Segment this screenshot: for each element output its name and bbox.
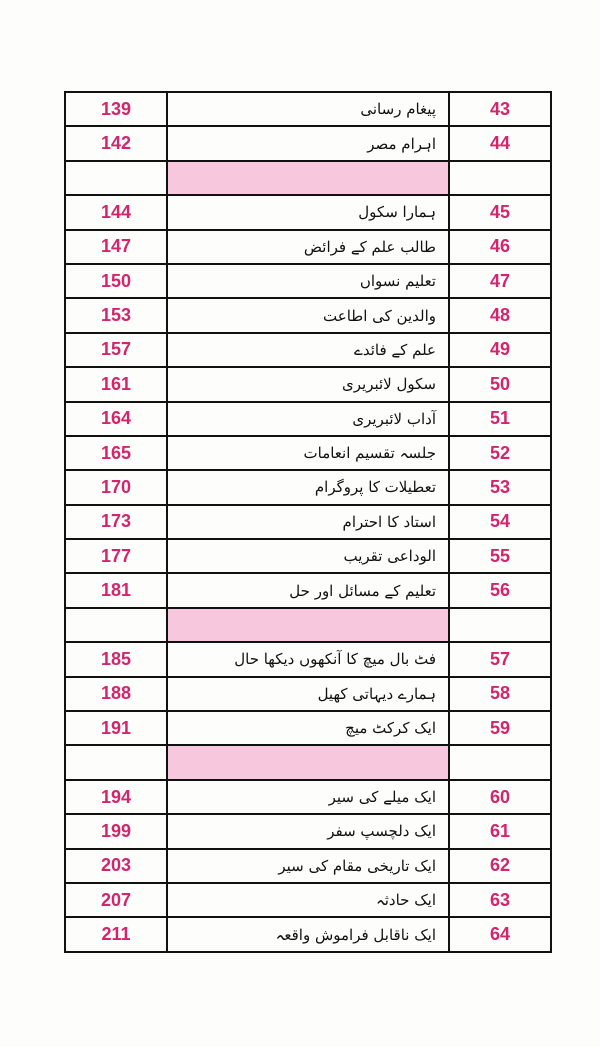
chapter-title: تعلیم کے مسائل اور حل: [167, 573, 449, 607]
page-number: 153: [65, 298, 167, 332]
table-row: [65, 367, 551, 401]
chapter-title: والدین کی اطاعت: [167, 298, 449, 332]
chapter-number: 44: [449, 126, 551, 160]
page-number: 147: [65, 230, 167, 264]
chapter-title: [167, 745, 449, 779]
table-row: [65, 677, 551, 711]
chapter-title: پیغام رسانی: [167, 92, 449, 126]
chapter-number: 47: [449, 264, 551, 298]
chapter-number: 56: [449, 573, 551, 607]
chapter-number: 43: [449, 92, 551, 126]
chapter-number: 63: [449, 883, 551, 917]
table-row: [65, 780, 551, 814]
chapter-number: [449, 608, 551, 642]
chapter-number: 45: [449, 195, 551, 229]
chapter-title: ہمارے دیہاتی کھیل: [167, 677, 449, 711]
chapter-number: 58: [449, 677, 551, 711]
page-number: 188: [65, 677, 167, 711]
table-row: [65, 849, 551, 883]
chapter-title: سکول لائبریری: [167, 367, 449, 401]
page-number: 181: [65, 573, 167, 607]
page-number: [65, 161, 167, 195]
page-number: 164: [65, 402, 167, 436]
chapter-number: 46: [449, 230, 551, 264]
chapter-number: 50: [449, 367, 551, 401]
chapter-title: استاد کا احترام: [167, 505, 449, 539]
table-row: [65, 883, 551, 917]
chapter-number: 49: [449, 333, 551, 367]
table-row: [65, 126, 551, 160]
page-number: 211: [65, 917, 167, 951]
chapter-title: آداب لائبریری: [167, 402, 449, 436]
chapter-number: 55: [449, 539, 551, 573]
section-separator-row: [65, 608, 551, 642]
table-row: [65, 92, 551, 126]
page-number: 139: [65, 92, 167, 126]
table-row: [65, 230, 551, 264]
page-number: 165: [65, 436, 167, 470]
page-number: 199: [65, 814, 167, 848]
page-number: 157: [65, 333, 167, 367]
table-of-contents: [64, 91, 552, 953]
chapter-number: 59: [449, 711, 551, 745]
chapter-title: ایک میلے کی سیر: [167, 780, 449, 814]
chapter-title: ایک حادثہ: [167, 883, 449, 917]
table-row: [65, 298, 551, 332]
chapter-number: 62: [449, 849, 551, 883]
page-number: 150: [65, 264, 167, 298]
chapter-title: تعطیلات کا پروگرام: [167, 470, 449, 504]
table-row: [65, 195, 551, 229]
table-row: [65, 505, 551, 539]
table-row: [65, 333, 551, 367]
table-row: [65, 402, 551, 436]
chapter-title: فٹ بال میچ کا آنکھوں دیکھا حال: [167, 642, 449, 676]
chapter-number: 51: [449, 402, 551, 436]
chapter-number: 52: [449, 436, 551, 470]
chapter-number: 57: [449, 642, 551, 676]
chapter-title: [167, 608, 449, 642]
page-number: 173: [65, 505, 167, 539]
chapter-number: 60: [449, 780, 551, 814]
page-number: 185: [65, 642, 167, 676]
chapter-number: 61: [449, 814, 551, 848]
chapter-title: الوداعی تقریب: [167, 539, 449, 573]
page-number: 142: [65, 126, 167, 160]
table-row: [65, 642, 551, 676]
page-number: 203: [65, 849, 167, 883]
chapter-number: 64: [449, 917, 551, 951]
page-number: 170: [65, 470, 167, 504]
chapter-number: [449, 161, 551, 195]
page-number: 194: [65, 780, 167, 814]
chapter-title: ایک کرکٹ میچ: [167, 711, 449, 745]
page-number: 191: [65, 711, 167, 745]
chapter-number: 48: [449, 298, 551, 332]
table-row: [65, 814, 551, 848]
table-row: [65, 470, 551, 504]
table-row: [65, 436, 551, 470]
chapter-number: 54: [449, 505, 551, 539]
page-number: [65, 608, 167, 642]
chapter-title: [167, 161, 449, 195]
table-row: [65, 917, 551, 951]
table-row: [65, 264, 551, 298]
chapter-title: طالب علم کے فرائض: [167, 230, 449, 264]
chapter-title: ایک دلچسپ سفر: [167, 814, 449, 848]
chapter-title: اہرام مصر: [167, 126, 449, 160]
table-row: [65, 711, 551, 745]
page-number: 177: [65, 539, 167, 573]
chapter-title: ایک ناقابل فراموش واقعہ: [167, 917, 449, 951]
section-separator-row: [65, 161, 551, 195]
section-separator-row: [65, 745, 551, 779]
chapter-title: ایک تاریخی مقام کی سیر: [167, 849, 449, 883]
page-number: 144: [65, 195, 167, 229]
chapter-number: [449, 745, 551, 779]
chapter-title: تعلیم نسواں: [167, 264, 449, 298]
page-number: [65, 745, 167, 779]
chapter-title: علم کے فائدے: [167, 333, 449, 367]
chapter-number: 53: [449, 470, 551, 504]
page-number: 207: [65, 883, 167, 917]
chapter-title: جلسہ تقسیم انعامات: [167, 436, 449, 470]
table-row: [65, 573, 551, 607]
table-row: [65, 539, 551, 573]
page-number: 161: [65, 367, 167, 401]
chapter-title: ہمارا سکول: [167, 195, 449, 229]
